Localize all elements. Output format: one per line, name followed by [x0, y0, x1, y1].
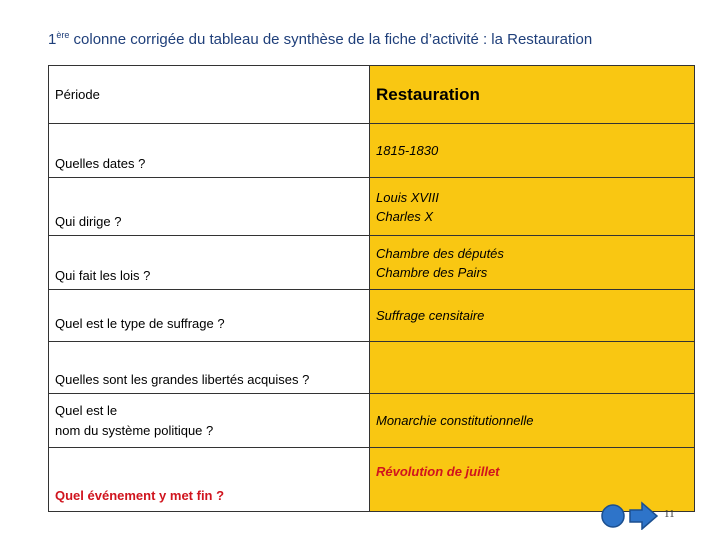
question-cell [49, 394, 370, 448]
answer-line: Suffrage censitaire [376, 308, 485, 323]
arrow-right-icon[interactable] [630, 503, 657, 529]
slide-navigation [600, 500, 660, 530]
page-number: 11 [664, 508, 675, 520]
table-row [49, 236, 695, 290]
question-cell: Qui fait les lois ? [49, 236, 370, 290]
answer-line: Chambre des Pairs [376, 264, 488, 280]
answer-line: Monarchie constitutionnelle [376, 413, 534, 428]
answer-cell [370, 236, 695, 290]
question-cell: Période [49, 66, 370, 124]
title-prefix: 1 [48, 31, 57, 48]
answer-cell [370, 124, 695, 178]
circle-nav-icon[interactable] [602, 505, 624, 527]
question-cell: Quelles sont les grandes libertés acquises ? [49, 342, 370, 394]
table-row [49, 342, 695, 394]
question-line: nom du système politique ? [55, 422, 214, 438]
title-superscript: ère [56, 30, 70, 40]
synthesis-table [48, 65, 695, 512]
answer-line: 1815-1830 [376, 143, 439, 158]
table-row [49, 178, 695, 236]
answer-cell [370, 178, 695, 236]
table-row [49, 448, 695, 512]
answer-cell-header [370, 66, 695, 124]
table-row [49, 394, 695, 448]
question-cell: Quel événement y met fin ? [49, 448, 370, 512]
answer-line: Charles X [376, 208, 434, 224]
answer-line: Chambre des députés [376, 245, 504, 261]
table-row [49, 290, 695, 342]
question-line: Quel est le [55, 402, 118, 418]
answer-line: Révolution de juillet [376, 464, 500, 479]
question-cell: Qui dirige ? [49, 178, 370, 236]
question-cell: Quel est le type de suffrage ? [49, 290, 370, 342]
table-row [49, 66, 695, 124]
nav-icons-svg [600, 500, 660, 530]
answer-cell [370, 394, 695, 448]
answer-cell [370, 342, 695, 394]
table-row [49, 124, 695, 178]
title-text: colonne corrigée du tableau de synthèse de la fiche d’activité : la Restauration [69, 31, 593, 48]
answer-line: Restauration [376, 85, 480, 104]
question-cell: Quelles dates ? [49, 124, 370, 178]
answer-cell [370, 290, 695, 342]
answer-line: Louis XVIII [376, 189, 439, 205]
page-title [48, 30, 708, 48]
